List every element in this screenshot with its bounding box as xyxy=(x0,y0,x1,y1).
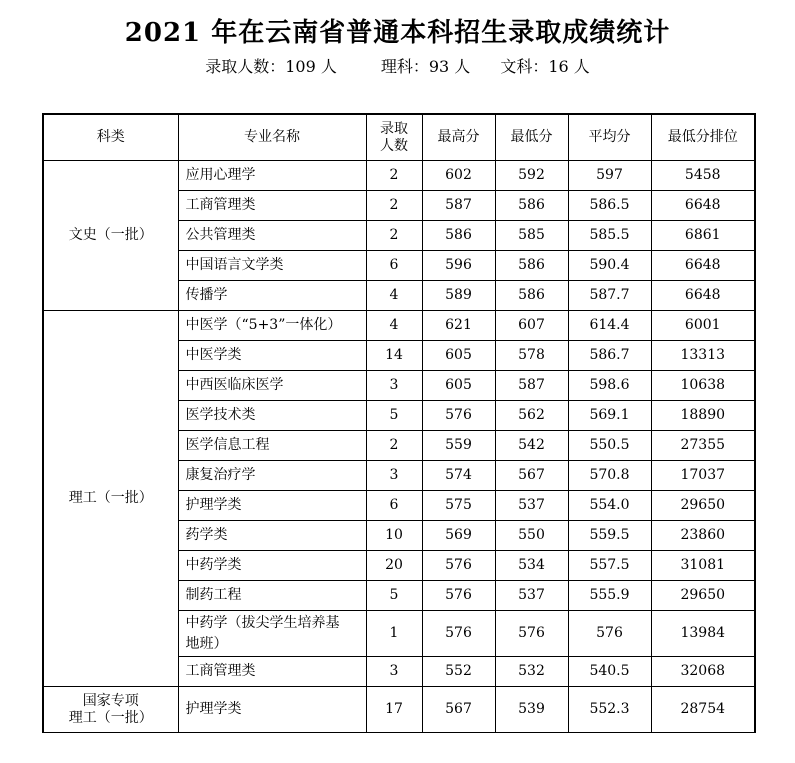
cell-max: 576 xyxy=(422,581,495,611)
cell-major: 药学类 xyxy=(178,521,366,551)
cell-count: 3 xyxy=(366,461,422,491)
cell-count: 14 xyxy=(366,341,422,371)
cell-rank: 29650 xyxy=(651,491,755,521)
cell-count: 6 xyxy=(366,251,422,281)
header-count xyxy=(366,114,422,161)
cell-count: 2 xyxy=(366,191,422,221)
cell-rank: 6648 xyxy=(651,251,755,281)
cell-min: 592 xyxy=(495,161,568,191)
cell-major: 护理学类 xyxy=(178,491,366,521)
cell-major xyxy=(178,611,366,657)
cell-rank: 23860 xyxy=(651,521,755,551)
cell-major: 制药工程 xyxy=(178,581,366,611)
cell-rank: 6648 xyxy=(651,191,755,221)
cell-count: 3 xyxy=(366,657,422,687)
cell-avg: 559.5 xyxy=(568,521,651,551)
header-min-rank: 最低分排位 xyxy=(651,114,755,161)
cell-rank: 31081 xyxy=(651,551,755,581)
cell-major: 应用心理学 xyxy=(178,161,366,191)
cell-rank: 13984 xyxy=(651,611,755,657)
table-row xyxy=(43,311,755,341)
cell-count: 4 xyxy=(366,281,422,311)
arts-enrolled: 文科：16 人 xyxy=(500,57,590,76)
cell-avg: 576 xyxy=(568,611,651,657)
cell-rank: 32068 xyxy=(651,657,755,687)
cell-count: 2 xyxy=(366,161,422,191)
cell-min: 562 xyxy=(495,401,568,431)
cell-avg: 570.8 xyxy=(568,461,651,491)
cell-major: 工商管理类 xyxy=(178,191,366,221)
cell-min: 587 xyxy=(495,371,568,401)
cell-max: 587 xyxy=(422,191,495,221)
cell-max: 576 xyxy=(422,401,495,431)
cell-count: 6 xyxy=(366,491,422,521)
cell-count: 4 xyxy=(366,311,422,341)
cell-min: 537 xyxy=(495,491,568,521)
table-header-row xyxy=(43,114,755,161)
cell-rank: 6648 xyxy=(651,281,755,311)
cell-rank: 10638 xyxy=(651,371,755,401)
cell-rank: 13313 xyxy=(651,341,755,371)
cell-avg: 552.3 xyxy=(568,687,651,733)
cell-count: 2 xyxy=(366,221,422,251)
cell-count: 10 xyxy=(366,521,422,551)
cell-rank: 27355 xyxy=(651,431,755,461)
group-special-line1: 国家专项 xyxy=(82,692,139,709)
cell-rank: 18890 xyxy=(651,401,755,431)
cell-max: 552 xyxy=(422,657,495,687)
cell-max: 576 xyxy=(422,551,495,581)
header-max-score: 最高分 xyxy=(422,114,495,161)
cell-max: 569 xyxy=(422,521,495,551)
cell-count: 17 xyxy=(366,687,422,733)
admission-score-table xyxy=(42,113,756,733)
cell-avg: 540.5 xyxy=(568,657,651,687)
cell-min: 585 xyxy=(495,221,568,251)
cell-rank: 28754 xyxy=(651,687,755,733)
cell-rank: 6001 xyxy=(651,311,755,341)
cell-max: 605 xyxy=(422,371,495,401)
cell-min: 586 xyxy=(495,191,568,221)
header-count-line1: 录取 xyxy=(380,120,408,137)
header-count-line2: 人数 xyxy=(380,137,408,154)
cell-major: 康复治疗学 xyxy=(178,461,366,491)
cell-avg: 586.5 xyxy=(568,191,651,221)
cell-major: 传播学 xyxy=(178,281,366,311)
cell-min: 539 xyxy=(495,687,568,733)
cell-min: 537 xyxy=(495,581,568,611)
cell-min: 550 xyxy=(495,521,568,551)
cell-min: 576 xyxy=(495,611,568,657)
cell-major-line1: 中药学（拔尖学生培养基 xyxy=(185,614,340,631)
cell-avg: 569.1 xyxy=(568,401,651,431)
table-row xyxy=(43,161,755,191)
cell-major: 医学技术类 xyxy=(178,401,366,431)
page-title: 2021 年在云南省普通本科招生录取成绩统计 xyxy=(124,18,671,48)
cell-max: 621 xyxy=(422,311,495,341)
cell-max: 567 xyxy=(422,687,495,733)
cell-min: 534 xyxy=(495,551,568,581)
header-avg-score: 平均分 xyxy=(568,114,651,161)
cell-rank: 17037 xyxy=(651,461,755,491)
cell-max: 605 xyxy=(422,341,495,371)
group-special-line2: 理工（一批） xyxy=(68,709,153,726)
header-min-score: 最低分 xyxy=(495,114,568,161)
cell-max: 574 xyxy=(422,461,495,491)
group-arts: 文史（一批） xyxy=(43,161,178,311)
cell-major: 中医学（“5+3”一体化） xyxy=(178,311,366,341)
header-major: 专业名称 xyxy=(178,114,366,161)
cell-avg: 555.9 xyxy=(568,581,651,611)
science-enrolled: 理科：93 人 xyxy=(380,57,471,76)
cell-max: 602 xyxy=(422,161,495,191)
cell-min: 586 xyxy=(495,281,568,311)
cell-avg: 590.4 xyxy=(568,251,651,281)
cell-major-line2: 地班） xyxy=(185,635,228,652)
total-enrolled: 录取人数：109 人 xyxy=(205,57,337,76)
cell-count: 5 xyxy=(366,581,422,611)
group-science: 理工（一批） xyxy=(43,311,178,687)
cell-avg: 585.5 xyxy=(568,221,651,251)
cell-avg: 586.7 xyxy=(568,341,651,371)
cell-max: 589 xyxy=(422,281,495,311)
cell-max: 559 xyxy=(422,431,495,461)
cell-rank: 29650 xyxy=(651,581,755,611)
cell-avg: 557.5 xyxy=(568,551,651,581)
cell-min: 586 xyxy=(495,251,568,281)
cell-avg: 554.0 xyxy=(568,491,651,521)
cell-count: 3 xyxy=(366,371,422,401)
cell-min: 607 xyxy=(495,311,568,341)
cell-major: 中医学类 xyxy=(178,341,366,371)
cell-rank: 6861 xyxy=(651,221,755,251)
cell-min: 578 xyxy=(495,341,568,371)
cell-rank: 5458 xyxy=(651,161,755,191)
cell-count: 2 xyxy=(366,431,422,461)
cell-major: 护理学类 xyxy=(178,687,366,733)
cell-major: 中国语言文学类 xyxy=(178,251,366,281)
cell-major: 中药学类 xyxy=(178,551,366,581)
cell-max: 575 xyxy=(422,491,495,521)
cell-major: 公共管理类 xyxy=(178,221,366,251)
cell-avg: 587.7 xyxy=(568,281,651,311)
cell-count: 5 xyxy=(366,401,422,431)
cell-min: 542 xyxy=(495,431,568,461)
cell-max: 586 xyxy=(422,221,495,251)
group-special xyxy=(43,687,178,733)
cell-min: 532 xyxy=(495,657,568,687)
header-category: 科类 xyxy=(43,114,178,161)
cell-max: 576 xyxy=(422,611,495,657)
cell-avg: 597 xyxy=(568,161,651,191)
cell-avg: 614.4 xyxy=(568,311,651,341)
table-row xyxy=(43,687,755,733)
cell-count: 20 xyxy=(366,551,422,581)
cell-avg: 550.5 xyxy=(568,431,651,461)
cell-major: 医学信息工程 xyxy=(178,431,366,461)
cell-max: 596 xyxy=(422,251,495,281)
cell-major: 中西医临床医学 xyxy=(178,371,366,401)
cell-avg: 598.6 xyxy=(568,371,651,401)
enrollment-summary xyxy=(0,54,795,77)
cell-major: 工商管理类 xyxy=(178,657,366,687)
cell-min: 567 xyxy=(495,461,568,491)
cell-count: 1 xyxy=(366,611,422,657)
